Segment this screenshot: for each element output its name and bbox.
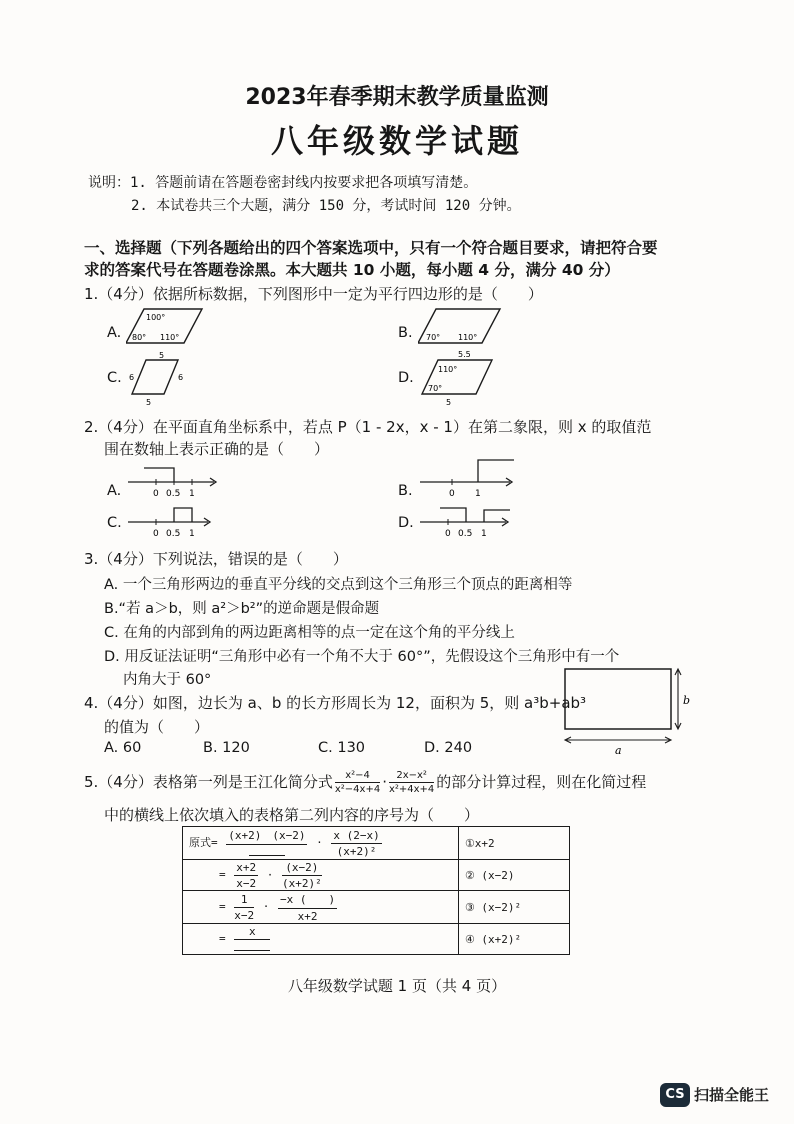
q2-d-tick-1: 1	[481, 529, 487, 539]
q1-a-top-angle: 100°	[146, 313, 166, 322]
q1-d-top-side: 5.5	[458, 350, 471, 359]
q5-step-1: 原式= (x+2) (x−2) · $\frac{x (2-x)}{\text{(x+2)²}}$	[183, 827, 459, 860]
q5-fraction-1	[335, 770, 380, 795]
q1-a-right-angle: 110°	[160, 333, 180, 342]
camscanner-logo-icon: CS	[660, 1083, 690, 1107]
q2-d-tick-0.5: 0.5	[458, 529, 473, 539]
q5-step2-frac2	[282, 861, 322, 890]
q5-step2-d1: x−2	[236, 876, 257, 890]
q5-step2-n2: (x−2)	[282, 861, 322, 876]
instructions-item2: 2. 本试卷共三个大题，满分 150 分，考试时间 120 分钟。	[131, 198, 521, 214]
q5-step3-prefix: =	[219, 900, 226, 913]
q5-line1-post: 的部分计算过程，则在化简过程	[436, 773, 647, 791]
q5-step3-d1: x−2	[234, 908, 255, 922]
q1-option-d-label: D.	[398, 370, 414, 386]
instructions-prefix: 说明：	[88, 175, 130, 191]
q4-option-a: A. 60	[104, 740, 142, 756]
q3-option-c: C. 在角的内部到角的两边距离相等的点一定在这个角的平分线上	[104, 625, 515, 641]
q1-c-top-side: 5	[159, 351, 165, 360]
answer-blank	[234, 950, 270, 951]
q2-c-tick-1: 1	[189, 529, 195, 539]
q5-step-3: = $\frac{1}{x-2}$ · $\frac{-x ( )}{x+2}$	[183, 891, 459, 924]
q5-step4-frac1	[234, 925, 270, 954]
q5-dot: ·	[382, 773, 387, 791]
q1-b-right-angle: 110°	[458, 333, 478, 342]
q1-option-c-label: C.	[107, 370, 122, 386]
q5-calculation-table	[182, 826, 570, 955]
q5-step1-frac2	[331, 829, 381, 858]
q5-step1-prefix: 原式=	[189, 836, 218, 849]
q1-figure-b	[418, 303, 503, 353]
instructions-item1: 1. 答题前请在答题卷密封线内按要求把各项填写清楚。	[130, 175, 478, 191]
q2-c-tick-0.5: 0.5	[166, 529, 181, 539]
table-row	[183, 891, 570, 924]
q4-label-b: b	[683, 694, 691, 707]
q5-step3-frac1	[234, 893, 254, 922]
q4-option-b: B. 120	[203, 740, 250, 756]
q1-c-right-side: 6	[178, 373, 184, 382]
q4-label-a: a	[615, 744, 622, 757]
q1-d-angle-70: 70°	[428, 384, 443, 393]
q4-rectangle-figure	[560, 664, 700, 758]
q2-d-tick-0: 0	[445, 529, 451, 539]
q1-figure-a	[126, 303, 206, 353]
q5-step1-n2: x (2−x)	[333, 828, 380, 842]
q5-choice-3: ③ (x−2)²	[458, 891, 569, 924]
q1-figure-c	[126, 350, 192, 408]
q3-option-d-line2: 内角大于 60°	[123, 672, 212, 688]
q2-number-line-d	[418, 498, 514, 540]
q1-c-left-side: 6	[129, 373, 135, 382]
q2-b-tick-0: 0	[449, 489, 455, 499]
q3-option-b: B.“若 a＞b，则 a²＞b²”的逆命题是假命题	[104, 601, 380, 617]
q5-step4-n1: x	[234, 925, 270, 940]
q5-choice-4: ④ (x+2)²	[458, 924, 569, 955]
q1-option-a-label: A.	[107, 325, 122, 341]
table-row	[183, 924, 570, 955]
q5-step2-d2: (x+2)²	[282, 876, 322, 890]
q5-line2: 中的横线上依次填入的表格第二列内容的序号为（ ）	[104, 806, 480, 824]
q5-step3-n1: 1	[234, 893, 254, 908]
q5-step1-n1: (x+2) (x−2)	[226, 827, 307, 845]
q3-option-a: A. 一个三角形两边的垂直平分线的交点到这个三角形三个顶点的距离相等	[104, 577, 573, 593]
q1-b-left-angle: 70°	[426, 333, 441, 342]
q2-number-line-a	[126, 458, 222, 500]
page-footer: 八年级数学试题 1 页（共 4 页）	[287, 977, 507, 995]
q2-line1: 2.（4分）在平面直角坐标系中，若点 P（1 - 2x，x - 1）在第二象限，则 x 的取值范	[84, 418, 652, 436]
q1-option-b-label: B.	[398, 325, 413, 341]
q5-step-2: = $\frac{x+2}{x-2}$ · $\frac{(x-2)}{\text{(x+2)²}}$	[183, 860, 459, 891]
q5-step2-n1: x+2	[236, 860, 257, 874]
answer-blank	[249, 855, 285, 856]
q2-option-c-label: C.	[107, 515, 122, 531]
q5-frac1-numerator: x²−4	[335, 770, 380, 783]
q5-step3-frac2	[278, 891, 337, 923]
q2-a-tick-0.5: 0.5	[166, 489, 181, 499]
bleed-text	[250, 60, 264, 80]
q5-step3-n2: −x ( )	[278, 891, 337, 909]
q5-step2-prefix: =	[219, 868, 226, 881]
q5-line1	[84, 770, 646, 795]
camscanner-watermark: 扫描全能王	[694, 1086, 770, 1104]
q1-a-left-angle: 80°	[132, 333, 147, 342]
table-row	[183, 860, 570, 891]
q5-step1-d2: (x+2)²	[336, 844, 377, 858]
q5-line1-pre: 5.（4分）表格第一列是王江化简分式	[84, 773, 333, 791]
q4-line1: 4.（4分）如图，边长为 a、b 的长方形周长为 12，面积为 5，则 a³b+ab³	[84, 694, 587, 712]
table-row	[183, 827, 570, 860]
q1-c-bottom-side: 5	[146, 398, 152, 407]
q5-choice-2: ② (x−2)	[458, 860, 569, 891]
q5-frac2-denominator: x²+4x+4	[388, 784, 435, 795]
q3-option-d-line1: D. 用反证法证明“三角形中必有一个角不大于 60°”，先假设这个三角形中有一个	[104, 649, 620, 665]
instructions-line1	[88, 172, 477, 192]
q5-step4-prefix: =	[219, 932, 226, 945]
q2-number-line-b	[418, 452, 518, 500]
q2-c-tick-0: 0	[153, 529, 159, 539]
q2-b-tick-1: 1	[475, 489, 481, 499]
q5-fraction-2	[389, 770, 434, 795]
q5-frac2-numerator: 2x−x²	[389, 770, 434, 783]
q2-option-b-label: B.	[398, 483, 413, 499]
q5-step3-d2: x+2	[297, 910, 318, 923]
q4-option-d: D. 240	[424, 740, 473, 756]
q2-line2: 围在数轴上表示正确的是（ ）	[104, 440, 330, 458]
q1-d-angle-110: 110°	[438, 365, 458, 374]
q3-stem: 3.（4分）下列说法，错误的是（ ）	[84, 550, 348, 568]
q5-step-4	[183, 924, 459, 955]
exam-title: 八年级数学试题	[270, 122, 523, 160]
q4-line2: 的值为（ ）	[104, 718, 210, 736]
q2-number-line-c	[126, 498, 216, 540]
q2-option-d-label: D.	[398, 515, 414, 531]
q1-stem: 1.（4分）依据所标数据，下列图形中一定为平行四边形的是（ ）	[84, 285, 543, 303]
q2-a-tick-1: 1	[189, 489, 195, 499]
q5-choice-1: ①x+2	[458, 827, 569, 860]
q1-d-bottom-side: 5	[446, 398, 452, 407]
q5-step2-frac1	[234, 861, 258, 890]
q1-figure-d	[418, 348, 500, 408]
q5-frac1-denominator: x²−4x+4	[334, 784, 381, 795]
q2-a-tick-0: 0	[153, 489, 159, 499]
exam-header: 2023年春季期末教学质量监测	[245, 85, 549, 110]
section1-line2: 求的答案代号在答题卷涂黑。本大题共 10 小题，每小题 4 分，满分 40 分）	[84, 261, 620, 279]
q2-option-a-label: A.	[107, 483, 122, 499]
section1-line1: 一、选择题（下列各题给出的四个答案选项中，只有一个符合题目要求，请把符合要	[84, 239, 658, 257]
q5-step1-frac1	[226, 827, 307, 859]
q4-option-c: C. 130	[318, 740, 366, 756]
